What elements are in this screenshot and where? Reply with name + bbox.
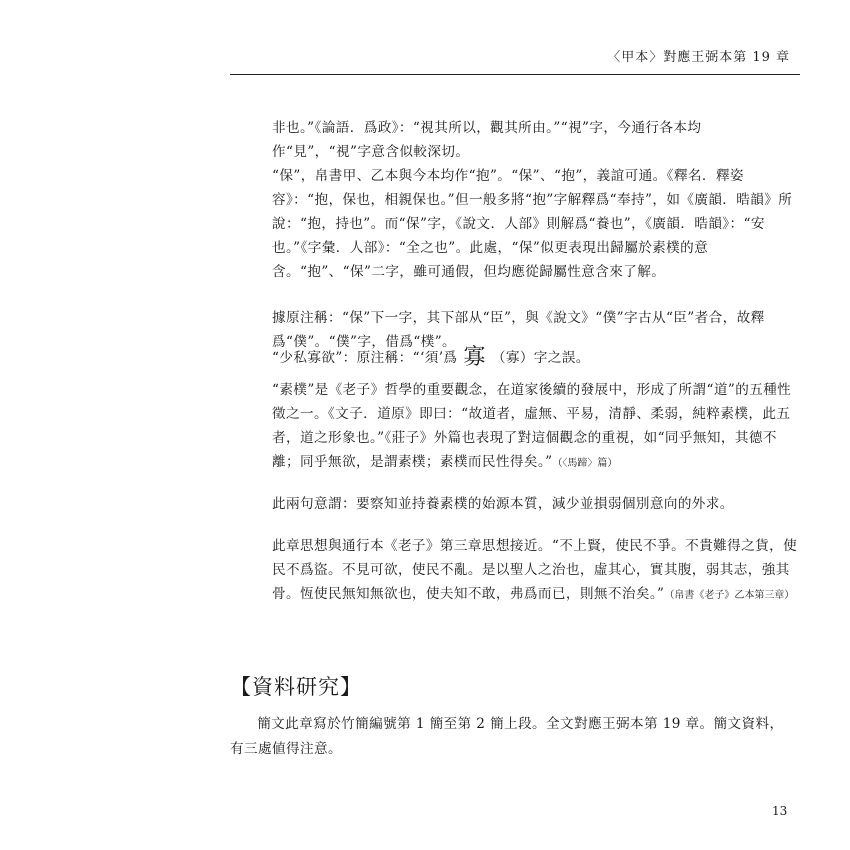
section-body	[230, 712, 795, 762]
note-2-text: “保”，帛書甲、乙本與今本均作“抱”。“保”、“抱”，義誼可通。《釋名．釋姿容》：“抱，保也，相親保也。”但一般多將“抱”字解釋爲“奉持”，如《廣韻．晧韻》所說：“抱，持也”。而“保”字，《說文．人部》則解爲“養也”，《廣韻．晧韻》：“安也。”《字彙．人部》：“全之也”。此處，“保”似更表現出歸屬於素樸的意含。“抱”、“保”二字，雖可通假，但均應從歸屬性意含來了解。	[272, 168, 793, 280]
note-1	[272, 116, 800, 164]
note-7-main: 此章思想與通行本《老子》第三章思想接近。“不上賢，使民不爭。不貴難得之貨，使民不爲盜。不見可欲，使民不亂。是以聖人之治也，虛其心，實其腹，弱其志，強其骨。恆使民無知無欲也，使夫知不敢，弗爲而已，則無不治矣。”	[272, 538, 798, 602]
note-5-text	[272, 378, 800, 476]
note-1-text: 非也。”《論語．爲政》：“視其所以，觀其所由。”“視”字，今通行各本均作“見”，“視”字意含似較深切。	[272, 120, 702, 160]
note-5-source: （〈馬蹄〉篇）	[552, 458, 618, 469]
header-rule	[230, 74, 800, 75]
note-7-text	[272, 534, 800, 608]
seal-script-glyph: 寡	[463, 345, 486, 370]
note-2	[272, 164, 800, 284]
note-5-main: “素樸”是《老子》哲學的重要觀念，在道家後續的發展中，形成了所謂“道”的五種性徵之一。《文子．道原》即曰：“故道者，虛無、平易，清靜、柔弱，純粹素樸，此五者，道之形象也。”《莊子》外篇也表現了對這個觀念的重視，如“同乎無知，其德不離；同乎無欲，是謂素樸；素樸而民性得矣。”	[272, 382, 792, 470]
running-head: 〈甲本〉對應王弼本第 19 章	[607, 50, 790, 65]
note-6	[272, 492, 800, 516]
note-6-text: 此兩句意謂：要察知並持養素樸的始源本質，減少並損弱個別意向的外求。	[272, 496, 734, 512]
note-5	[272, 378, 800, 476]
note-7-source: （帛書《老子》乙本第三章）	[664, 590, 795, 601]
note-4-text	[272, 346, 800, 370]
note-3-text: 據原注稱：“保”下一字，其下部从“臣”，與《說文》“僕”字古从“臣”者合，故釋爲“僕”。“僕”字，借爲“樸”。	[272, 310, 765, 350]
section-body-text: 簡文此章寫於竹簡編號第 1 簡至第 2 簡上段。全文對應王弼本第 19 章。簡文資料，有三處値得注意。	[230, 716, 784, 757]
note-4	[272, 346, 800, 370]
page-number: 13	[772, 804, 788, 818]
note-7	[272, 534, 800, 608]
note-4-after: （寡）字之誤。	[491, 350, 590, 366]
note-4-before: “少私寡欲”：原注稱：“‘須’爲	[272, 350, 458, 366]
section-title: 【資料研究】	[230, 675, 362, 699]
